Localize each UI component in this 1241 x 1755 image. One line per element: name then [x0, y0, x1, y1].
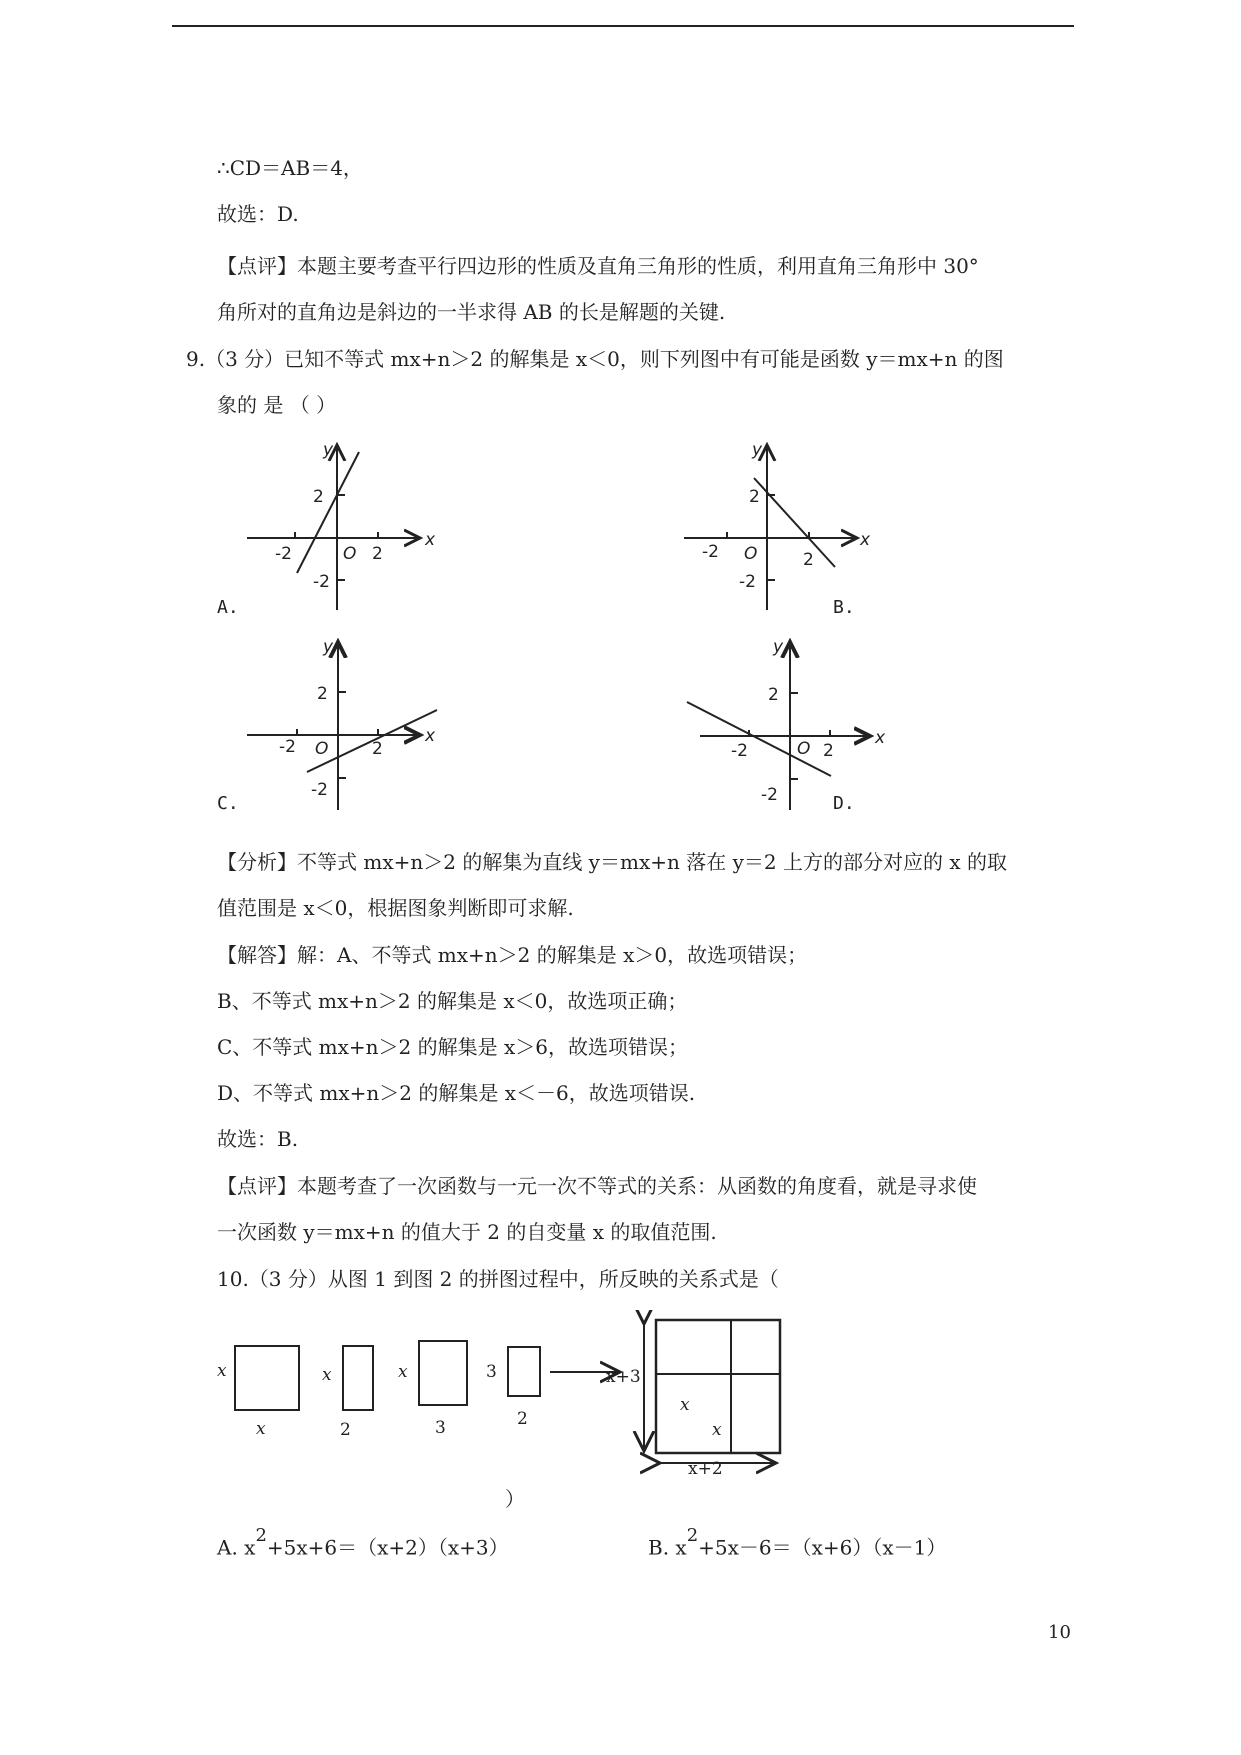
origin-label: O [797, 739, 811, 759]
dim-label: 2 [517, 1409, 528, 1429]
graph-b [672, 435, 882, 615]
option-b-head: B. x [648, 1535, 687, 1560]
option-b [648, 1525, 947, 1562]
text-line: 角所对的直角边是斜边的一半求得 AB 的长是解题的关键. [217, 300, 726, 324]
question-10-stem: 10.（3 分）从图 1 到图 2 的拼图过程中，所反映的关系式是（ [217, 1267, 779, 1291]
option-a-head: A. x [217, 1535, 256, 1560]
option-d-label: D. [833, 793, 855, 814]
option-c-label: C. [217, 793, 239, 814]
analysis-line: 值范围是 x＜0，根据图象判断即可求解. [217, 896, 574, 920]
dim-label: x [398, 1362, 408, 1382]
dim-label: x [712, 1420, 722, 1440]
tick-label: 2 [317, 684, 328, 704]
text-line: 【点评】本题主要考查平行四边形的性质及直角三角形的性质，利用直角三角形中 30° [217, 254, 979, 278]
review-line: 【点评】本题考查了一次函数与一元一次不等式的关系：从函数的角度看，就是寻求使 [217, 1174, 977, 1198]
x-axis-label: x [875, 728, 886, 748]
solution-line: 【解答】解：A、不等式 mx+n＞2 的解集是 x＞0，故选项错误； [217, 943, 808, 967]
analysis-line: 【分析】不等式 mx+n＞2 的解集为直线 y＝mx+n 落在 y＝2 上方的部分对应的 x 的取 [217, 850, 1007, 874]
dim-label: x [217, 1361, 227, 1381]
puzzle-figure [210, 1310, 790, 1485]
question-9-stem: 9.（3 分）已知不等式 mx+n＞2 的解集是 x＜0，则下列图中有可能是函数 y＝mx+n 的图 [186, 347, 1004, 371]
tick-label: -2 [739, 572, 756, 592]
page-number: 10 [1048, 1622, 1071, 1643]
y-axis-label: y [323, 440, 334, 460]
dim-label: 3 [486, 1362, 497, 1382]
graph-a [235, 435, 445, 615]
solution-line: B、不等式 mx+n＞2 的解集是 x＜0，故选项正确； [217, 989, 688, 1013]
dim-label: x [256, 1419, 266, 1439]
origin-label: O [343, 544, 357, 564]
question-9-stem-cont: 象的 是 （ ） [217, 393, 337, 417]
option-b-label: B. [833, 597, 855, 618]
exponent: 2 [686, 1525, 699, 1546]
dim-label: x+2 [688, 1459, 723, 1479]
dim-label: x+3 [606, 1367, 641, 1387]
text-line: ∴CD＝AB＝4， [217, 156, 363, 180]
option-a-label: A. [217, 597, 239, 618]
tick-label: 2 [803, 550, 814, 570]
tick-label: 2 [749, 487, 760, 507]
graph-c [235, 630, 445, 810]
header-rule [172, 25, 1074, 27]
solution-line: C、不等式 mx+n＞2 的解集是 x＞6，故选项错误； [217, 1035, 688, 1059]
tick-label: -2 [761, 785, 778, 805]
option-b-body: +5x－6＝（x+6）（x－1） [698, 1535, 947, 1560]
y-axis-label: y [773, 637, 784, 657]
review-line: 一次函数 y＝mx+n 的值大于 2 的自变量 x 的取值范围. [217, 1220, 717, 1244]
x-axis-label: x [425, 726, 436, 746]
tick-label: -2 [275, 544, 292, 564]
dim-label: x [322, 1365, 332, 1385]
tick-label: 2 [372, 544, 383, 564]
y-axis-label: y [752, 440, 763, 460]
tick-label: 2 [823, 741, 834, 761]
dim-label: 2 [340, 1420, 351, 1440]
tick-label: -2 [702, 542, 719, 562]
tick-label: -2 [311, 780, 328, 800]
graph-d [685, 630, 895, 810]
tick-label: -2 [313, 572, 330, 592]
exponent: 2 [255, 1525, 267, 1546]
tick-label: 2 [372, 739, 383, 759]
tick-label: -2 [279, 737, 296, 757]
tick-label: 2 [768, 685, 779, 705]
tick-label: 2 [313, 487, 324, 507]
option-a-body: +5x+6＝（x+2）（x+3） [266, 1535, 509, 1560]
x-axis-label: x [425, 530, 436, 550]
text-line: 故选：D. [217, 202, 299, 226]
solution-line: D、不等式 mx+n＞2 的解集是 x＜－6，故选项错误. [217, 1081, 696, 1105]
origin-label: O [744, 544, 758, 564]
x-axis-label: x [860, 530, 871, 550]
option-a [217, 1525, 509, 1562]
tick-label: -2 [731, 741, 748, 761]
question-10-close: ） [505, 1487, 525, 1511]
dim-label: 3 [435, 1418, 446, 1438]
solution-answer: 故选：B. [217, 1127, 299, 1151]
dim-label: x [680, 1395, 690, 1415]
y-axis-label: y [323, 637, 334, 657]
origin-label: O [315, 739, 329, 759]
